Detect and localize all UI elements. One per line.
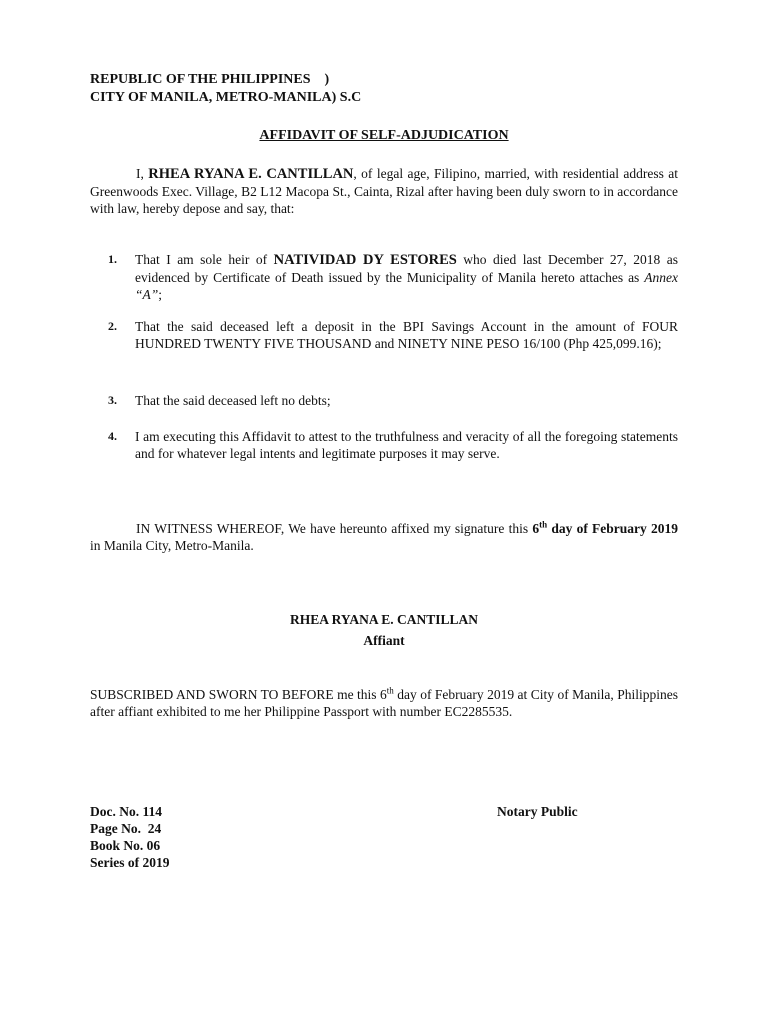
caption-line-2: CITY OF MANILA, METRO-MANILA) S.C xyxy=(90,90,362,105)
witness-day-number: 6 xyxy=(532,521,540,536)
item-text: That the said deceased left no debts; xyxy=(135,393,331,408)
caption-line-1: REPUBLIC OF THE PHILIPPINES ) xyxy=(90,72,330,87)
notary-public-label: Notary Public xyxy=(497,804,578,819)
item-text: That the said deceased left a deposit in the BPI Savings Account in the amount of FOUR HUNDRED TWENTY FIVE THOUSAND and NINETY NINE PESO 16/100 (Php 425,099.16); xyxy=(135,319,678,351)
item-text-end: ; xyxy=(158,287,163,302)
list-item xyxy=(108,318,678,352)
witness-day-suffix: th xyxy=(539,519,548,530)
signature-role: Affiant xyxy=(363,633,405,648)
witness-date: day of February 2019 xyxy=(551,521,679,536)
signature-name: RHEA RYANA E. CANTILLAN xyxy=(289,612,479,627)
item-number: 3. xyxy=(108,393,117,407)
witness-place: in Manila City, Metro-Manila. xyxy=(90,538,254,553)
item-text-rest: who died last December 27, 2018 as evidenced by Certificate of Death issued by the Municipality of Manila hereto attaches as xyxy=(135,252,678,285)
item-text xyxy=(135,251,678,303)
series-year: Series of 2019 xyxy=(90,855,170,870)
item-number: 4. xyxy=(108,429,117,443)
item-number: 2. xyxy=(108,319,117,333)
intro-rest: , of legal age, Filipino, married, with residential address at Greenwoods Exec. Village, B2 L12 Macopa St., Cainta, Rizal after having been duly sworn to in accordance with law, hereby depose and say, that: xyxy=(90,166,678,216)
jurat-text-1: SUBSCRIBED AND SWORN TO BEFORE me this 6 xyxy=(90,687,387,702)
document-title: AFFIDAVIT OF SELF-ADJUDICATION xyxy=(259,128,509,143)
jurat-paragraph xyxy=(90,686,678,720)
item-number: 1. xyxy=(108,252,117,266)
page-number: Page No. 24 xyxy=(90,821,162,836)
venue-caption xyxy=(90,71,361,107)
doc-number: Doc. No. 114 xyxy=(90,804,162,819)
affiant-name: RHEA RYANA E. CANTILLAN xyxy=(148,166,354,182)
list-item xyxy=(108,392,678,409)
item-text: I am executing this Affidavit to attest to the truthfulness and veracity of all the foregoing statements and for whatever legal intents and legitimate purposes it may serve. xyxy=(135,429,678,461)
witness-text: IN WITNESS WHEREOF, We have hereunto affixed my signature this xyxy=(136,521,533,536)
book-number: Book No. 06 xyxy=(90,838,161,853)
decedent-name: NATIVIDAD DY ESTORES xyxy=(273,252,457,268)
intro-prefix: I, xyxy=(136,166,149,181)
annex-reference: Annex “A” xyxy=(135,270,678,302)
intro-paragraph xyxy=(90,165,678,217)
jurat-suffix: th xyxy=(386,685,394,696)
notarial-register xyxy=(90,803,169,871)
witness-day xyxy=(532,521,547,536)
list-item xyxy=(108,251,678,303)
item-text-prefix: That I am sole heir of xyxy=(135,252,274,267)
witness-paragraph xyxy=(90,520,678,554)
list-item xyxy=(108,428,678,462)
jurat-text-2: day of February 2019 at City of Manila, Philippines after affiant exhibited to me her Philippine Passport with number EC2285535. xyxy=(90,687,678,719)
